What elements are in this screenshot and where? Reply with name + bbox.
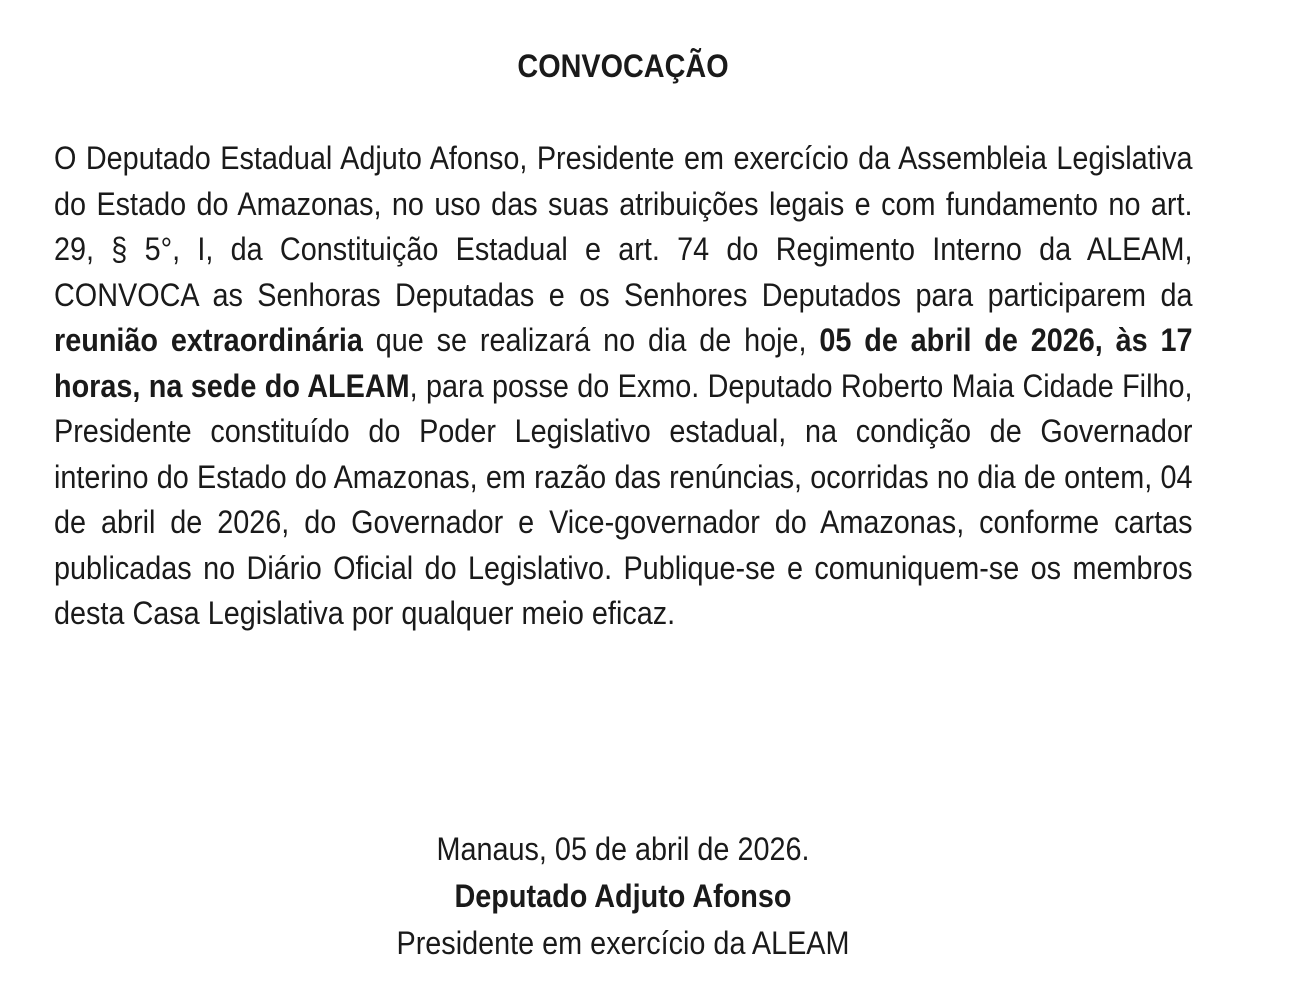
- signatory-name: Deputado Adjuto Afonso: [454, 878, 792, 914]
- paragraph-bold-date-time-place: 05 de abril de 2026, às 17 horas, na sede do ALEAM: [54, 322, 1193, 404]
- paragraph-bold-meeting-type: reunião extraordinária: [54, 322, 363, 358]
- place-date: Manaus, 05 de abril de 2026.: [436, 831, 810, 867]
- convocation-paragraph: [54, 136, 1193, 637]
- paragraph-text-part-2: que se realizará no dia de hoje,: [362, 322, 820, 358]
- paragraph-text-part-3: , para posse do Exmo. Deputado Roberto Maia Cidade Filho, Presidente constituído do Poder Legislativo estadual, na condição de Governador interino do Estado do Amazonas, em razão das renúncias, ocorridas no dia de ontem, 04 de abril de 2026, do Governador e Vice-governador do Amazonas, conforme cartas publicadas no Diário Oficial do Legislativo. Publique-se e comuniquem-se os membros desta Casa Legislativa por qualquer meio eficaz.: [54, 367, 1193, 631]
- document-title: CONVOCAÇÃO: [517, 48, 729, 84]
- signatory-role: Presidente em exercício da ALEAM: [396, 925, 850, 961]
- paragraph-text-part-1: O Deputado Estadual Adjuto Afonso, Presidente em exercício da Assembleia Legislativa do Estado do Amazonas, no uso das suas atribuições legais e com fundamento no art. 29, § 5°, I, da Constituição Estadual e art. 74 do Regimento Interno da ALEAM, CONVOCA as Senhoras Deputadas e os Senhores Deputados para participarem da: [54, 140, 1193, 313]
- signature-block: [0, 826, 1246, 967]
